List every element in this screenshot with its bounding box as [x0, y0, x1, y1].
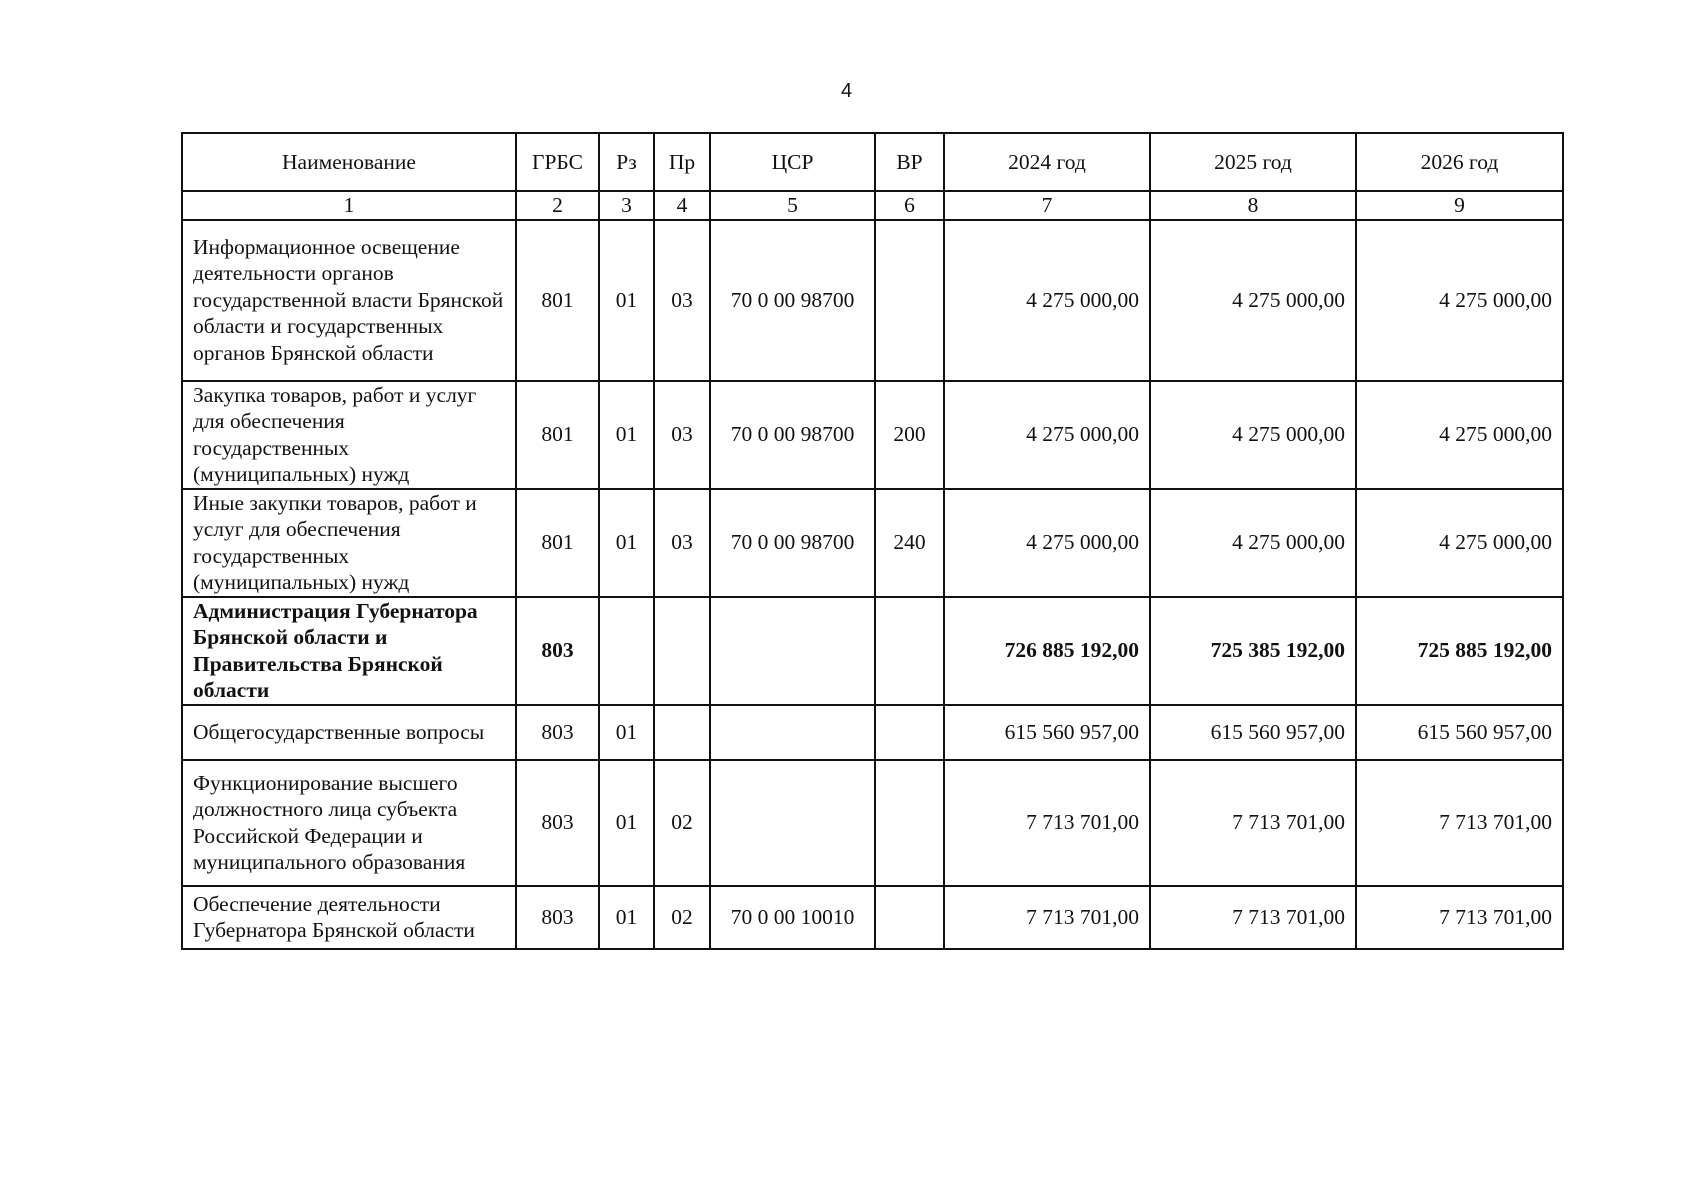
row-csr: 70 0 00 98700 — [710, 381, 875, 489]
row-2026: 725 885 192,00 — [1356, 597, 1563, 705]
row-2025: 7 713 701,00 — [1150, 886, 1356, 949]
row-vr — [875, 760, 944, 886]
row-name: Иные закупки товаров, работ и услуг для обеспечения государственных (муниципальных) нужд — [182, 489, 516, 597]
header-csr: ЦСР — [710, 133, 875, 191]
row-pr — [654, 597, 710, 705]
column-number: 7 — [944, 191, 1150, 220]
column-number-row — [182, 191, 1563, 220]
header-2025: 2025 год — [1150, 133, 1356, 191]
row-2024: 726 885 192,00 — [944, 597, 1150, 705]
row-2026: 7 713 701,00 — [1356, 886, 1563, 949]
row-2026: 4 275 000,00 — [1356, 381, 1563, 489]
row-rz: 01 — [599, 760, 654, 886]
row-vr — [875, 705, 944, 760]
row-2025: 4 275 000,00 — [1150, 381, 1356, 489]
row-rz: 01 — [599, 705, 654, 760]
row-2026: 7 713 701,00 — [1356, 760, 1563, 886]
row-pr: 02 — [654, 886, 710, 949]
header-vr: ВР — [875, 133, 944, 191]
table-row — [182, 381, 1563, 489]
row-grbs: 803 — [516, 597, 599, 705]
row-2024: 7 713 701,00 — [944, 886, 1150, 949]
row-csr: 70 0 00 10010 — [710, 886, 875, 949]
row-vr — [875, 886, 944, 949]
header-grbs: ГРБС — [516, 133, 599, 191]
row-csr — [710, 705, 875, 760]
row-rz: 01 — [599, 381, 654, 489]
row-name: Администрация Губернатора Брянской области и Правительства Брянской области — [182, 597, 516, 705]
table-row — [182, 489, 1563, 597]
table-row — [182, 760, 1563, 886]
row-pr: 03 — [654, 381, 710, 489]
row-vr — [875, 220, 944, 381]
table-row-total — [182, 597, 1563, 705]
column-number: 2 — [516, 191, 599, 220]
row-grbs: 803 — [516, 705, 599, 760]
row-rz: 01 — [599, 886, 654, 949]
row-name: Общегосударственные вопросы — [182, 705, 516, 760]
row-grbs: 801 — [516, 220, 599, 381]
column-number: 4 — [654, 191, 710, 220]
row-csr: 70 0 00 98700 — [710, 220, 875, 381]
column-number: 1 — [182, 191, 516, 220]
row-2026: 4 275 000,00 — [1356, 220, 1563, 381]
table-row — [182, 220, 1563, 381]
row-grbs: 801 — [516, 381, 599, 489]
header-name: Наименование — [182, 133, 516, 191]
row-rz — [599, 597, 654, 705]
table-row — [182, 886, 1563, 949]
row-vr: 240 — [875, 489, 944, 597]
row-2026: 4 275 000,00 — [1356, 489, 1563, 597]
row-grbs: 801 — [516, 489, 599, 597]
row-csr — [710, 597, 875, 705]
header-2026: 2026 год — [1356, 133, 1563, 191]
row-2024: 7 713 701,00 — [944, 760, 1150, 886]
row-csr: 70 0 00 98700 — [710, 489, 875, 597]
row-pr: 03 — [654, 489, 710, 597]
row-name: Информационное освещение деятельности органов государственной власти Брянской области и государственных органов Брянской области — [182, 220, 516, 381]
table-header-row — [182, 133, 1563, 191]
row-2024: 4 275 000,00 — [944, 489, 1150, 597]
row-2024: 4 275 000,00 — [944, 381, 1150, 489]
header-rz: Рз — [599, 133, 654, 191]
row-rz: 01 — [599, 220, 654, 381]
row-2025: 4 275 000,00 — [1150, 220, 1356, 381]
row-csr — [710, 760, 875, 886]
row-name: Функционирование высшего должностного лица субъекта Российской Федерации и муниципального образования — [182, 760, 516, 886]
row-2025: 4 275 000,00 — [1150, 489, 1356, 597]
row-2024: 4 275 000,00 — [944, 220, 1150, 381]
page-number: 4 — [840, 80, 853, 102]
row-pr: 03 — [654, 220, 710, 381]
row-name: Обеспечение деятельности Губернатора Брянской области — [182, 886, 516, 949]
row-vr: 200 — [875, 381, 944, 489]
row-name: Закупка товаров, работ и услуг для обеспечения государственных (муниципальных) нужд — [182, 381, 516, 489]
table-row — [182, 705, 1563, 760]
budget-table — [181, 132, 1564, 950]
header-2024: 2024 год — [944, 133, 1150, 191]
column-number: 3 — [599, 191, 654, 220]
column-number: 9 — [1356, 191, 1563, 220]
header-pr: Пр — [654, 133, 710, 191]
row-vr — [875, 597, 944, 705]
row-2025: 615 560 957,00 — [1150, 705, 1356, 760]
row-pr: 02 — [654, 760, 710, 886]
row-grbs: 803 — [516, 886, 599, 949]
column-number: 8 — [1150, 191, 1356, 220]
column-number: 6 — [875, 191, 944, 220]
row-pr — [654, 705, 710, 760]
row-2025: 7 713 701,00 — [1150, 760, 1356, 886]
row-rz: 01 — [599, 489, 654, 597]
row-2025: 725 385 192,00 — [1150, 597, 1356, 705]
column-number: 5 — [710, 191, 875, 220]
row-2024: 615 560 957,00 — [944, 705, 1150, 760]
row-2026: 615 560 957,00 — [1356, 705, 1563, 760]
row-grbs: 803 — [516, 760, 599, 886]
